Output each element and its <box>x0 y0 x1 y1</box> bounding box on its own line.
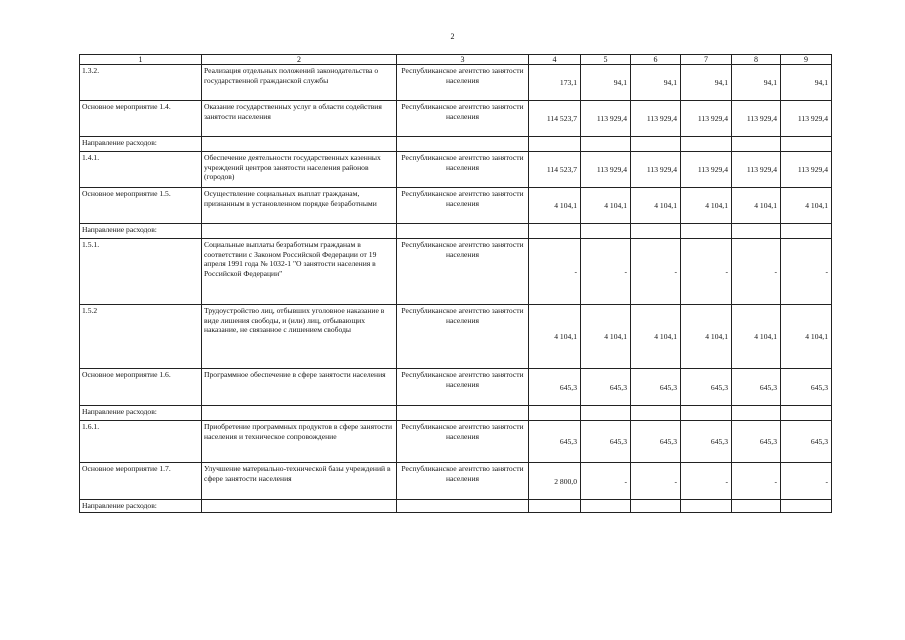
name-cell: Обеспечение деятельности государственных казенных учреждений центров занятости населения районов (городов) <box>202 152 397 188</box>
column-header: 5 <box>581 55 631 65</box>
empty-cell <box>631 406 681 421</box>
empty-cell <box>732 406 781 421</box>
value-cell: 113 929,4 <box>681 152 732 188</box>
name-cell: Трудоустройство лиц, отбывших уголовное наказание в виде лишения свободы, и (или) лиц, отбывающих наказание, не связанное с лишением свободы <box>202 305 397 369</box>
code-cell: 1.5.2 <box>80 305 202 369</box>
table-row <box>80 305 832 369</box>
value-cell: - <box>631 463 681 500</box>
agency-cell: Республиканское агентство занятости населения <box>397 369 529 406</box>
table-row <box>80 463 832 500</box>
name-cell: Социальные выплаты безработным гражданам в соответствии с Законом Российской Федерации от 19 апреля 1991 года № 1032-1 "О занятости населения в Российской Федерации" <box>202 239 397 305</box>
value-cell: 94,1 <box>631 65 681 101</box>
value-cell: - <box>732 239 781 305</box>
value-cell: 173,1 <box>529 65 581 101</box>
table-row-direction <box>80 500 832 513</box>
value-cell: 645,3 <box>631 369 681 406</box>
code-cell: 1.5.1. <box>80 239 202 305</box>
program-table <box>79 54 832 513</box>
value-cell: 113 929,4 <box>581 152 631 188</box>
column-header: 4 <box>529 55 581 65</box>
empty-cell <box>397 500 529 513</box>
table-body <box>80 55 832 513</box>
value-cell: 4 104,1 <box>681 305 732 369</box>
value-cell: 94,1 <box>781 65 832 101</box>
empty-cell <box>202 500 397 513</box>
value-cell: 113 929,4 <box>732 101 781 137</box>
code-cell: Основное мероприятие 1.7. <box>80 463 202 500</box>
value-cell: 114 523,7 <box>529 101 581 137</box>
empty-cell <box>681 406 732 421</box>
value-cell: - <box>681 463 732 500</box>
agency-cell: Республиканское агентство занятости населения <box>397 305 529 369</box>
table-header-row <box>80 55 832 65</box>
value-cell: 645,3 <box>581 421 631 463</box>
value-cell: 645,3 <box>529 421 581 463</box>
table-row <box>80 152 832 188</box>
table-row <box>80 369 832 406</box>
empty-cell <box>681 224 732 239</box>
value-cell: 94,1 <box>581 65 631 101</box>
empty-cell <box>202 406 397 421</box>
value-cell: 94,1 <box>681 65 732 101</box>
value-cell: 4 104,1 <box>781 188 832 224</box>
value-cell: - <box>681 239 732 305</box>
value-cell: 645,3 <box>781 421 832 463</box>
value-cell: 645,3 <box>681 369 732 406</box>
value-cell: 645,3 <box>781 369 832 406</box>
direction-label: Направление расходов: <box>80 500 202 513</box>
direction-label: Направление расходов: <box>80 406 202 421</box>
column-header: 3 <box>397 55 529 65</box>
code-cell: 1.6.1. <box>80 421 202 463</box>
value-cell: 4 104,1 <box>631 188 681 224</box>
empty-cell <box>781 500 832 513</box>
value-cell: 4 104,1 <box>631 305 681 369</box>
agency-cell: Республиканское агентство занятости населения <box>397 188 529 224</box>
agency-cell: Республиканское агентство занятости населения <box>397 463 529 500</box>
table-row <box>80 65 832 101</box>
code-cell: Основное мероприятие 1.5. <box>80 188 202 224</box>
value-cell: 4 104,1 <box>781 305 832 369</box>
empty-cell <box>681 137 732 152</box>
value-cell: - <box>529 239 581 305</box>
value-cell: 645,3 <box>631 421 681 463</box>
column-header: 1 <box>80 55 202 65</box>
empty-cell <box>581 224 631 239</box>
agency-cell: Республиканское агентство занятости населения <box>397 239 529 305</box>
value-cell: 114 523,7 <box>529 152 581 188</box>
value-cell: 113 929,4 <box>631 101 681 137</box>
value-cell: 4 104,1 <box>681 188 732 224</box>
value-cell: - <box>631 239 681 305</box>
table-row-direction <box>80 406 832 421</box>
empty-cell <box>202 137 397 152</box>
value-cell: 645,3 <box>529 369 581 406</box>
column-header: 6 <box>631 55 681 65</box>
empty-cell <box>631 500 681 513</box>
agency-cell: Республиканское агентство занятости населения <box>397 101 529 137</box>
column-header: 9 <box>781 55 832 65</box>
empty-cell <box>781 137 832 152</box>
empty-cell <box>581 406 631 421</box>
code-cell: Основное мероприятие 1.6. <box>80 369 202 406</box>
direction-label: Направление расходов: <box>80 137 202 152</box>
agency-cell: Республиканское агентство занятости населения <box>397 152 529 188</box>
empty-cell <box>581 137 631 152</box>
empty-cell <box>581 500 631 513</box>
value-cell: 113 929,4 <box>781 152 832 188</box>
column-header: 7 <box>681 55 732 65</box>
value-cell: 113 929,4 <box>631 152 681 188</box>
table-row-direction <box>80 224 832 239</box>
value-cell: 4 104,1 <box>732 305 781 369</box>
empty-cell <box>781 406 832 421</box>
value-cell: - <box>781 463 832 500</box>
empty-cell <box>529 500 581 513</box>
empty-cell <box>529 137 581 152</box>
table-row <box>80 421 832 463</box>
page-number: 2 <box>450 32 455 41</box>
empty-cell <box>397 137 529 152</box>
empty-cell <box>781 224 832 239</box>
empty-cell <box>681 500 732 513</box>
empty-cell <box>397 406 529 421</box>
value-cell: 4 104,1 <box>732 188 781 224</box>
empty-cell <box>631 137 681 152</box>
value-cell: 645,3 <box>581 369 631 406</box>
table-row <box>80 239 832 305</box>
empty-cell <box>529 224 581 239</box>
value-cell: 113 929,4 <box>732 152 781 188</box>
code-cell: 1.3.2. <box>80 65 202 101</box>
value-cell: - <box>581 463 631 500</box>
value-cell: 113 929,4 <box>781 101 832 137</box>
empty-cell <box>631 224 681 239</box>
name-cell: Оказание государственных услуг в области содействия занятости населения <box>202 101 397 137</box>
empty-cell <box>397 224 529 239</box>
table-row <box>80 188 832 224</box>
value-cell: 645,3 <box>681 421 732 463</box>
name-cell: Осуществление социальных выплат гражданам, признанным в установленном порядке безработными <box>202 188 397 224</box>
table-row <box>80 101 832 137</box>
value-cell: 645,3 <box>732 421 781 463</box>
value-cell: 4 104,1 <box>529 188 581 224</box>
table-row-direction <box>80 137 832 152</box>
column-header: 8 <box>732 55 781 65</box>
empty-cell <box>732 224 781 239</box>
value-cell: 94,1 <box>732 65 781 101</box>
value-cell: - <box>581 239 631 305</box>
value-cell: - <box>732 463 781 500</box>
empty-cell <box>732 500 781 513</box>
value-cell: - <box>781 239 832 305</box>
name-cell: Программное обеспечение в сфере занятости населения <box>202 369 397 406</box>
name-cell: Реализация отдельных положений законодательства о государственной гражданской службы <box>202 65 397 101</box>
name-cell: Улучшение материально-технической базы учреждений в сфере занятости населения <box>202 463 397 500</box>
value-cell: 113 929,4 <box>581 101 631 137</box>
column-header: 2 <box>202 55 397 65</box>
direction-label: Направление расходов: <box>80 224 202 239</box>
value-cell: 645,3 <box>732 369 781 406</box>
agency-cell: Республиканское агентство занятости населения <box>397 65 529 101</box>
code-cell: 1.4.1. <box>80 152 202 188</box>
value-cell: 4 104,1 <box>529 305 581 369</box>
value-cell: 113 929,4 <box>681 101 732 137</box>
empty-cell <box>202 224 397 239</box>
empty-cell <box>732 137 781 152</box>
name-cell: Приобретение программных продуктов в сфере занятости населения и техническое сопровождение <box>202 421 397 463</box>
value-cell: 4 104,1 <box>581 305 631 369</box>
empty-cell <box>529 406 581 421</box>
code-cell: Основное мероприятие 1.4. <box>80 101 202 137</box>
agency-cell: Республиканское агентство занятости населения <box>397 421 529 463</box>
value-cell: 4 104,1 <box>581 188 631 224</box>
value-cell: 2 800,0 <box>529 463 581 500</box>
